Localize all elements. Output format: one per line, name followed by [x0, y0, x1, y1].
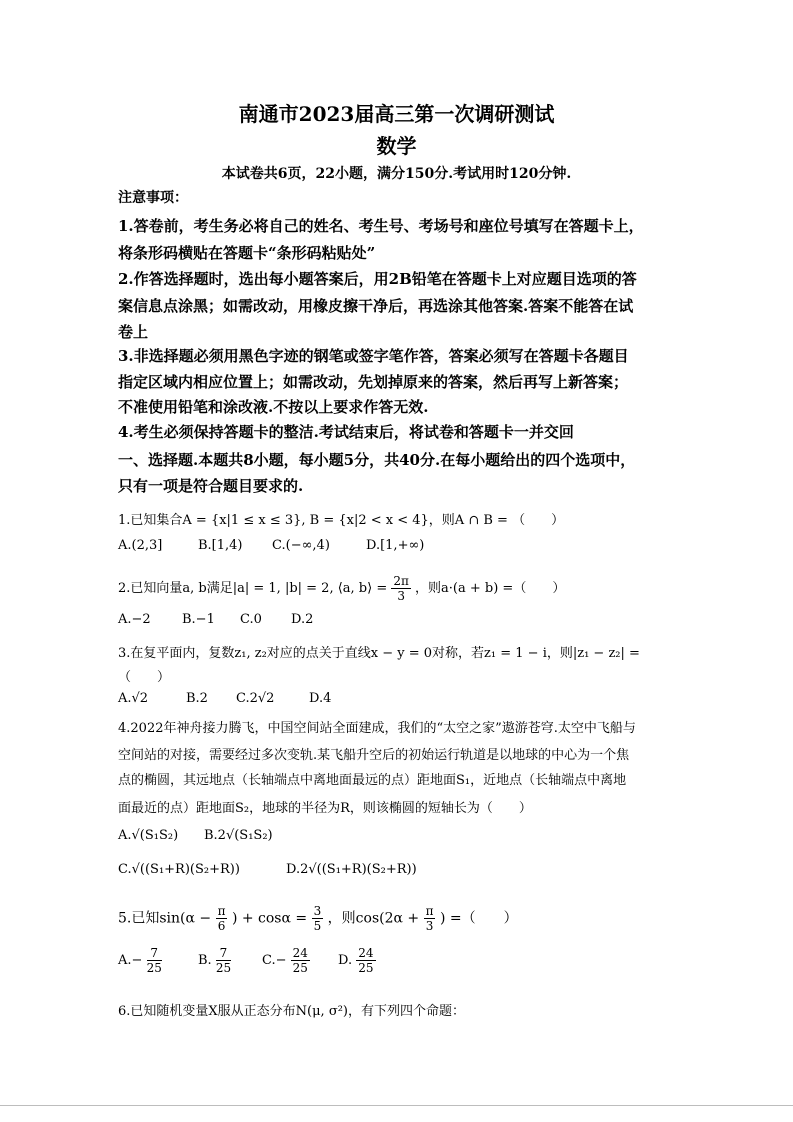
q5-option-d-num: 24	[358, 946, 374, 960]
q5-option-a	[118, 946, 162, 975]
question-3-stem: 3.在复平面内，复数z₁, z₂对应的点关于直线x − y = 0对称，若z₁ = 1 − i，则|z₁ − z₂| =	[118, 646, 640, 661]
question-4-line-2: 空间站的对接，需要经过多次变轨.某飞船升空后的初始运行轨道是以地球的中心为一个焦	[118, 748, 630, 763]
q3-option-b: B.2	[186, 691, 208, 706]
notice-3-line-2: 指定区域内相应位置上；如需改动，先划掉原来的答案，然后再写上新答案；	[118, 373, 629, 391]
q4-option-a: A.√(S₁S₂)	[118, 828, 179, 843]
question-4-line-3: 点的椭圆，其远地点（长轴端点中离地面最远的点）距地面S₁，近地点（长轴端点中离地	[118, 773, 627, 788]
q5-option-a-den: 25	[146, 961, 162, 975]
q5-three-fifths	[312, 904, 324, 933]
q2-option-b: B.−1	[182, 612, 215, 627]
notice-heading: 注意事项：	[118, 190, 188, 206]
q5-six: 6	[217, 919, 226, 933]
q2-angle-den: 3	[397, 589, 405, 603]
q3-option-a: A.√2	[118, 691, 149, 706]
notice-3-line-1: 3.非选择题必须用黑色字迹的钢笔或签字笔作答，答案必须写在答题卡各题目	[118, 347, 629, 365]
q2-angle-fraction	[391, 574, 411, 603]
exam-title: 南通市2023届高三第一次调研测试	[238, 102, 555, 126]
q5-pi-over-3	[424, 904, 436, 933]
exam-subject: 数学	[376, 134, 417, 158]
q5-option-d-fraction	[356, 946, 375, 975]
q5-option-a-fraction	[147, 946, 162, 975]
q5-pi-over-6	[216, 904, 228, 933]
q2-angle-num: 2π	[393, 574, 409, 588]
q1-option-c: C.(−∞,4)	[272, 538, 330, 553]
notice-4-line-1: 4.考生必须保持答题卡的整洁.考试结束后，将试卷和答题卡一并交回	[118, 423, 574, 441]
q4-option-c: C.√((S₁+R)(S₂+R))	[118, 862, 240, 877]
q5-option-b-fraction	[216, 946, 231, 975]
q5-option-c	[262, 946, 310, 975]
q5-option-c-fraction	[291, 946, 310, 975]
q5-stem-part-d: ) =（ ）	[439, 910, 518, 927]
q5-option-a-label: A.−	[118, 953, 143, 968]
notice-1-line-1: 1.答卷前，考生务必将自己的姓名、考生号、考场号和座位号填写在答题卡上，	[118, 217, 644, 235]
q5-option-c-num: 24	[292, 946, 308, 960]
q5-option-c-den: 25	[292, 961, 308, 975]
q2-stem-part-b: ，则a·(a + b) =（ ）	[415, 581, 566, 596]
q5-five: 5	[313, 919, 322, 933]
section-1-line-2: 只有一项是符合题目要求的.	[118, 477, 304, 495]
q1-option-b: B.[1,4)	[198, 538, 243, 553]
q5-three-b: 3	[425, 919, 434, 933]
q2-stem-part-a: 2.已知向量a, b满足|a| = 1, |b| = 2, ⟨a, b⟩ =	[118, 581, 388, 596]
notice-2-line-2: 案信息点涂黑；如需改动，用橡皮擦干净后，再选涂其他答案.答案不能答在试	[118, 297, 634, 315]
q5-pi-2: π	[425, 904, 434, 918]
q1-option-d: D.[1,+∞)	[366, 538, 425, 553]
exam-summary: 本试卷共6页，22小题，满分150分.考试用时120分钟.	[221, 166, 572, 182]
notice-2-line-1: 2.作答选择题时，选出每小题答案后，用2B铅笔在答题卡上对应题目选项的答	[118, 270, 637, 288]
q4-option-d: D.2√((S₁+R)(S₂+R))	[286, 862, 417, 877]
q2-option-c: C.0	[240, 612, 262, 627]
q5-stem-part-a: 5.已知sin(α −	[118, 910, 212, 927]
q5-three: 3	[313, 904, 322, 918]
q5-option-d-label: D.	[338, 953, 353, 968]
q5-option-a-num: 7	[147, 946, 162, 961]
q1-option-a: A.(2,3]	[118, 538, 163, 553]
q2-option-a: A.−2	[118, 612, 151, 627]
question-1-stem: 1.已知集合A = {x|1 ≤ x ≤ 3}, B = {x|2 < x < 4}，则A ∩ B = （ ）	[118, 513, 565, 528]
q2-option-d: D.2	[291, 612, 314, 627]
notice-2-line-3: 卷上	[118, 323, 149, 341]
q5-option-d	[338, 946, 376, 975]
q5-option-d-den: 25	[358, 961, 374, 975]
q5-option-c-label: C.−	[262, 953, 287, 968]
q5-stem-part-c: ，则cos(2α +	[327, 910, 420, 927]
question-4-line-1: 4.2022年神舟接力腾飞，中国空间站全面建成，我们的“太空之家”遨游苍穹.太空中飞船与	[118, 721, 636, 736]
q4-option-b: B.2√(S₁S₂)	[204, 828, 273, 843]
question-5-stem	[118, 904, 518, 933]
q3-option-d: D.4	[309, 691, 332, 706]
q5-option-b-num: 7	[216, 946, 231, 961]
q5-option-b	[198, 946, 231, 975]
notice-1-line-2: 将条形码横贴在答题卡“条形码粘贴处”	[118, 244, 376, 262]
q5-pi-1: π	[217, 904, 226, 918]
q5-option-b-label: B.	[198, 953, 212, 968]
question-3-paren: （ ）	[118, 670, 171, 685]
q5-stem-part-b: ) + cosα =	[231, 910, 308, 927]
page-bottom-divider	[0, 1105, 793, 1106]
notice-3-line-3: 不准使用铅笔和涂改液.不按以上要求作答无效.	[118, 398, 429, 416]
section-1-line-1: 一、选择题.本题共8小题，每小题5分，共40分.在每小题给出的四个选项中，	[118, 451, 636, 469]
q5-option-b-den: 25	[215, 961, 232, 975]
question-4-line-4: 面最近的点）距地面S₂，地球的半径为R，则该椭圆的短轴长为（ ）	[118, 801, 532, 816]
question-2-stem	[118, 574, 565, 603]
question-6-stem: 6.已知随机变量X服从正态分布N(μ, σ²)，有下列四个命题：	[118, 1004, 465, 1019]
q3-option-c: C.2√2	[236, 691, 275, 706]
